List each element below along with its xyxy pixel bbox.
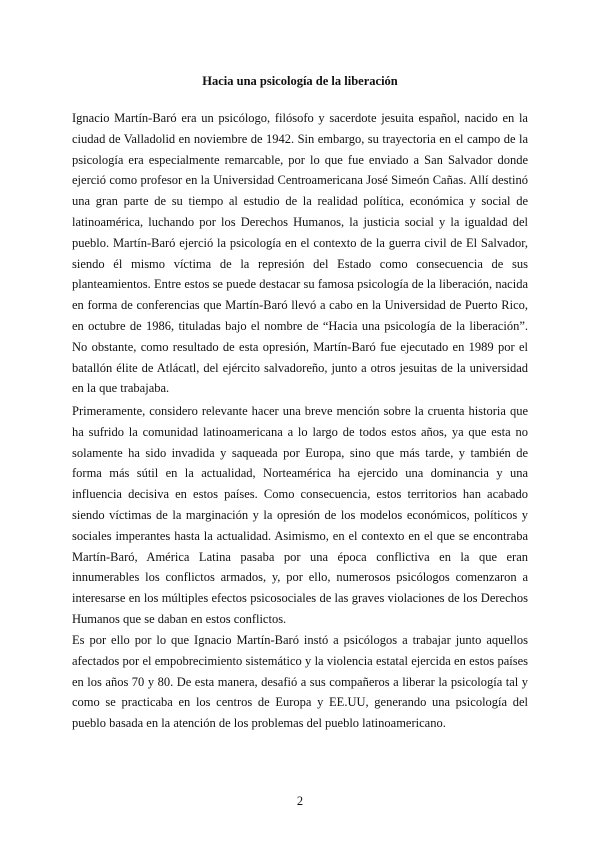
- paragraph-history: Primeramente, considero relevante hacer una breve mención sobre la cruenta historia que ha sufrido la comunidad latinoamericana a lo largo de todos estos años, ya que esta no solamente ha sido invadida y saqueada por Europa, sino que más tarde, y también de forma más sútil en la actualidad, Norteamérica ha ejercido una dominancia y una influencia decisiva en estos países. Como consecuencia, estos territorios han acabado siendo víctimas de la marginación y la opresión de los modelos económicos, políticos y sociales imperantes hasta la actualidad. Asimismo, en el contexto en el que se encontraba Martín-Baró, América Latina pasaba por una época conflictiva en la que eran innumerables los conflictos armados, y, por ello, numerosos psicólogos comenzaron a interesarse en los múltiples efectos psicosociales de las graves violaciones de los Derechos Humanos que se daban en estos conflictos.: [72, 404, 528, 626]
- page-number: 2: [296, 794, 304, 808]
- paragraph-conclusion: Es por ello por lo que Ignacio Martín-Baró instó a psicólogos a trabajar junto aquellos afectados por el empobrecimiento sistemático y la violencia estatal ejercida en estos países en los años 70 y 80. De esta manera, desafió a sus compañeros a liberar la psicología tal y como se practicaba en los centros de Europa y EE.UU, generando una psicología del pueblo basada en la atención de los problemas del pueblo latinoamericano.: [72, 633, 528, 731]
- document-title: Hacia una psicología de la liberación: [202, 74, 398, 88]
- paragraph-intro: Ignacio Martín-Baró era un psicólogo, filósofo y sacerdote jesuita español, nacido en la ciudad de Valladolid en noviembre de 1942. Sin embargo, su trayectoria en el campo de la psicología era especialmente remarcable, por lo que fue enviado a San Salvador donde ejerció como profesor en la Universidad Centroamericana José Simeón Cañas. Allí destinó una gran parte de su tiempo al estudio de la realidad política, económica y social de latinoamérica, luchando por los Derechos Humanos, la justicia social y la igualdad del pueblo. Martín-Baró ejerció la psicología en el contexto de la guerra civil de El Salvador, siendo él mismo víctima de la represión del Estado como consecuencia de sus planteamientos. Entre estos se puede destacar su famosa psicología de la liberación, nacida en forma de conferencias que Martín-Baró llevó a cabo en la Universidad de Puerto Rico, en octubre de 1986, tituladas bajo el nombre de “Hacia una psicología de la liberación”. No obstante, como resultado de esta opresión, Martín-Baró fue ejecutado en 1989 por el batallón élite de Atlácatl, del ejército salvadoreño, junto a otros jesuitas de la universidad en la que trabajaba.: [72, 111, 528, 396]
